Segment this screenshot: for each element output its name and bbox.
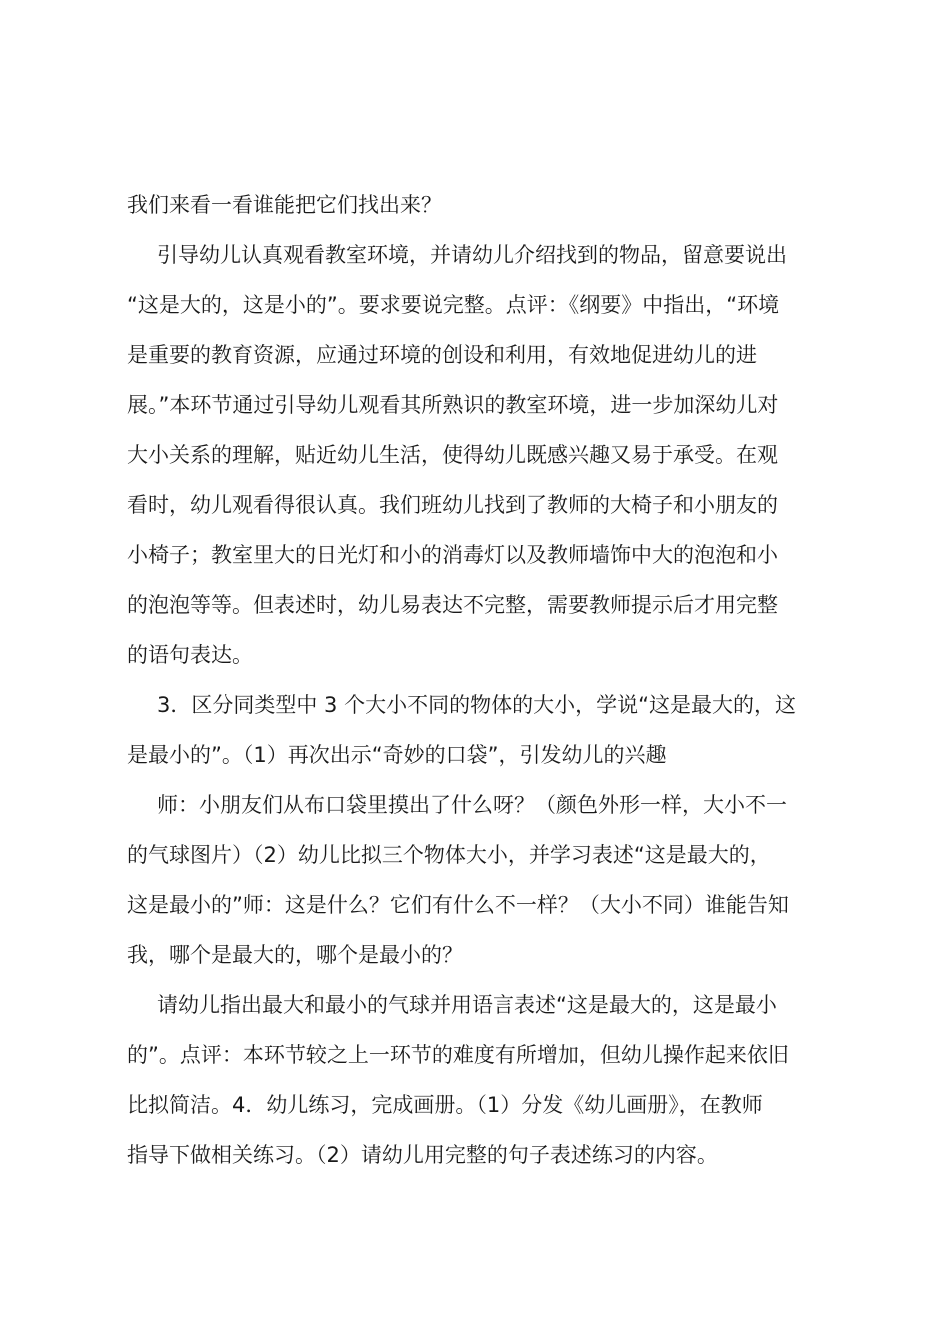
text-line-14: 的气球图片）（2）幼儿比拟三个物体大小，并学习表述“这是最大的，	[127, 843, 771, 867]
text-line-13: 师：小朋友们从布口袋里摸出了什么呀？（颜色外形一样，大小不一	[157, 793, 787, 817]
text-line-12: 是最小的”。（1）再次出示“奇妙的口袋”，引发幼儿的兴趣	[127, 743, 667, 767]
text-line-2: 引导幼儿认真观看教室环境，并请幼儿介绍找到的物品，留意要说出	[157, 243, 787, 267]
text-line-5: 展。”本环节通过引导幼儿观看其所熟识的教室环境，进一步加深幼儿对	[127, 393, 779, 417]
text-line-1: 我们来看一看谁能把它们找出来？	[127, 193, 442, 217]
text-line-18: 的”。点评：本环节较之上一环节的难度有所增加，但幼儿操作起来依旧	[127, 1043, 789, 1067]
text-line-7: 看时，幼儿观看得很认真。我们班幼儿找到了教师的大椅子和小朋友的	[127, 493, 778, 517]
text-line-19: 比拟简洁。4．幼儿练习，完成画册。（1）分发《幼儿画册》，在教师	[127, 1093, 763, 1117]
text-line-8: 小椅子；教室里大的日光灯和小的消毒灯以及教师墙饰中大的泡泡和小	[127, 543, 778, 567]
text-line-20: 指导下做相关练习。（2）请幼儿用完整的句子表述练习的内容。	[127, 1143, 718, 1167]
text-line-10: 的语句表达。	[127, 643, 253, 667]
text-line-11: 3．区分同类型中 3 个大小不同的物体的大小，学说“这是最大的，这	[157, 693, 796, 717]
text-line-16: 我，哪个是最大的，哪个是最小的？	[127, 943, 463, 967]
text-line-17: 请幼儿指出最大和最小的气球并用语言表述“这是最大的，这是最小	[157, 993, 777, 1017]
text-line-9: 的泡泡等等。但表述时，幼儿易表达不完整，需要教师提示后才用完整	[127, 593, 778, 617]
text-line-6: 大小关系的理解，贴近幼儿生活，使得幼儿既感兴趣又易于承受。在观	[127, 443, 778, 467]
text-line-15: 这是最小的”师：这是什么？它们有什么不一样？（大小不同）谁能告知	[127, 893, 789, 917]
text-line-3: “这是大的，这是小的”。要求要说完整。点评：《纲要》中指出，“环境	[127, 293, 780, 317]
text-line-4: 是重要的教育资源，应通过环境的创设和利用，有效地促进幼儿的进	[127, 343, 757, 367]
